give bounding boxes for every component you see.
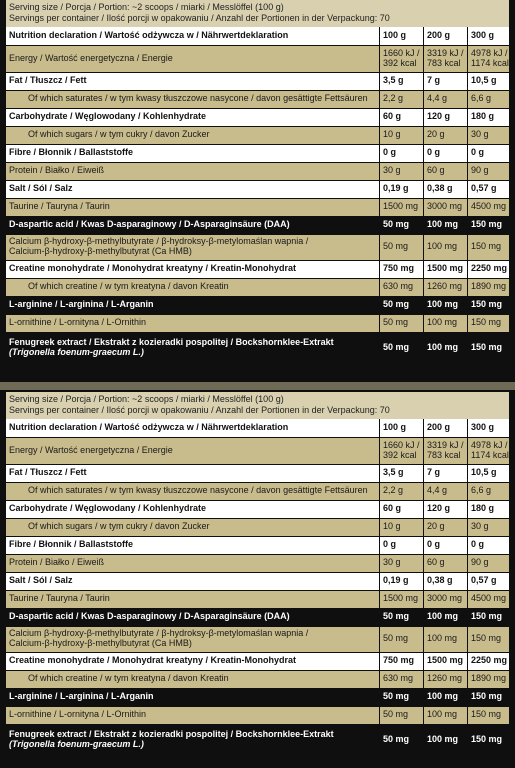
fenugreek-100g: 50 mg [380,333,424,363]
fenugreek-label: Fenugreek extract / Ekstrakt z kozieradki pospolitej / Bockshornklee-Extrakt (Trigonella foenum-graecum L.) [6,725,380,755]
row-value-300g: 90 g [471,557,489,568]
row-value-200g: 20 g [424,127,468,144]
header-300g: 300 g [471,421,495,432]
table-row [6,315,509,333]
row-value-300g: 180 g [471,111,495,122]
table-row [6,501,509,519]
energy-100g: 1660 kJ / 392 kcal [380,46,424,72]
row-value-100g: 750 mg [380,261,424,278]
row-value-300g: 150 mg [471,611,503,622]
table-row [6,73,509,91]
table-row [6,591,509,609]
row-value-200g: 100 mg [424,609,468,626]
row-value-300g: 150 mg [471,691,503,702]
row-value-100g: 0 g [380,537,424,554]
row-value-100g: 50 mg [380,217,424,234]
serving-size: Serving size / Porcja / Portion: ~2 scoops / miarki / Messlöffel (100 g) [9,2,284,12]
serving-info [6,0,509,27]
row-value-300g: 30 g [471,521,489,532]
row-label: Salt / Sól / Salz [6,573,380,590]
row-value-100g: 50 mg [380,609,424,626]
row-value-300g: 0,57 g [471,183,497,194]
row-value-200g: 60 g [424,555,468,572]
row-label: Of which creatine / w tym kreatyna / davon Kreatin [6,671,380,688]
table-row [6,127,509,145]
table-row [6,555,509,573]
row-label: Taurine / Tauryna / Taurin [6,591,380,608]
row-value-300g: 1890 mg [471,673,507,684]
row-value-100g: 0,19 g [380,181,424,198]
table-row [6,671,509,689]
row-value-200g: 3000 mg [424,591,468,608]
nutrition-panel-1 [6,0,509,364]
table-row [6,483,509,501]
calcium-100g: 50 mg [380,627,424,652]
row-value-100g: 60 g [380,109,424,126]
row-value-100g: 0,19 g [380,573,424,590]
row-value-300g: 6,6 g [471,93,492,104]
table-row [6,145,509,163]
fenugreek-200g: 100 mg [424,333,468,363]
table-row [6,297,509,315]
table-row [6,653,509,671]
row-value-200g: 120 g [424,109,468,126]
row-value-100g: 3,5 g [380,465,424,482]
row-value-300g: 90 g [471,165,489,176]
nutrition-panel-2 [6,392,509,756]
table-row [6,689,509,707]
serving-info [6,392,509,419]
row-value-200g: 1500 mg [424,653,468,670]
row-label: Fibre / Błonnik / Ballaststoffe [6,145,380,162]
row-value-200g: 0 g [424,537,468,554]
energy-row [6,438,509,465]
row-value-100g: 630 mg [380,671,424,688]
row-value-200g: 100 mg [424,315,468,332]
row-value-200g: 120 g [424,501,468,518]
calcium-300g: 150 mg [471,633,502,644]
row-value-200g: 100 mg [424,217,468,234]
row-value-300g: 180 g [471,503,495,514]
table-row [6,163,509,181]
row-value-200g: 0,38 g [424,181,468,198]
table-row [6,537,509,555]
row-value-300g: 10,5 g [471,467,497,478]
row-value-300g: 0 g [471,147,485,158]
fenugreek-300g: 150 mg [471,733,503,744]
row-label: Creatine monohydrate / Monohydrat kreatyny / Kreatin-Monohydrat [6,653,380,670]
row-value-100g: 10 g [380,519,424,536]
row-value-100g: 630 mg [380,279,424,296]
row-value-300g: 2250 mg [471,655,508,666]
calcium-100g: 50 mg [380,235,424,260]
row-label: L-arginine / L-arginina / L-Arganin [6,689,380,706]
row-label: Taurine / Tauryna / Taurin [6,199,380,216]
table-row [6,573,509,591]
serving-size: Serving size / Porcja / Portion: ~2 scoops / miarki / Messlöffel (100 g) [9,394,284,404]
row-value-200g: 20 g [424,519,468,536]
row-value-300g: 30 g [471,129,489,140]
row-value-200g: 1260 mg [424,279,468,296]
row-value-100g: 2,2 g [380,91,424,108]
row-value-100g: 30 g [380,163,424,180]
row-label: Of which saturates / w tym kwasy tłuszczowe nasycone / davon gesättigte Fettsäuren [6,483,380,500]
fenugreek-300g: 150 mg [471,341,503,352]
row-value-200g: 1260 mg [424,671,468,688]
row-value-100g: 50 mg [380,315,424,332]
energy-row [6,46,509,73]
row-value-200g: 4,4 g [424,483,468,500]
row-value-200g: 0,38 g [424,573,468,590]
energy-label: Energy / Wartość energetyczna / Energie [6,438,380,464]
row-value-100g: 30 g [380,555,424,572]
fenugreek-label: Fenugreek extract / Ekstrakt z kozieradki pospolitej / Bockshornklee-Extrakt (Trigonella foenum-graecum L.) [6,333,380,363]
table-row [6,181,509,199]
header-300g: 300 g [471,29,495,40]
table-row [6,707,509,725]
row-value-100g: 750 mg [380,653,424,670]
fenugreek-100g: 50 mg [380,725,424,755]
row-value-200g: 60 g [424,163,468,180]
row-value-200g: 100 mg [424,689,468,706]
row-value-300g: 6,6 g [471,485,492,496]
table-row [6,91,509,109]
row-value-100g: 50 mg [380,689,424,706]
header-200g: 200 g [424,27,468,45]
row-value-100g: 50 mg [380,297,424,314]
calcium-300g: 150 mg [471,241,502,252]
row-label: Fat / Tłuszcz / Fett [6,73,380,90]
row-value-300g: 0 g [471,539,485,550]
fenugreek-200g: 100 mg [424,725,468,755]
calcium-200g: 100 mg [424,627,468,652]
row-value-100g: 60 g [380,501,424,518]
row-value-100g: 2,2 g [380,483,424,500]
header-100g: 100 g [380,27,424,45]
row-value-300g: 4500 mg [471,593,507,604]
row-label: Of which saturates / w tym kwasy tłuszczowe nasycone / davon gesättigte Fettsäuren [6,91,380,108]
row-value-200g: 100 mg [424,297,468,314]
row-value-300g: 150 mg [471,317,502,328]
row-value-100g: 50 mg [380,707,424,724]
fenugreek-row [6,725,509,756]
row-value-100g: 1500 mg [380,199,424,216]
row-value-200g: 3000 mg [424,199,468,216]
energy-100g: 1660 kJ / 392 kcal [380,438,424,464]
table-row [6,609,509,627]
row-label: Of which sugars / w tym cukry / davon Zucker [6,519,380,536]
row-value-200g: 0 g [424,145,468,162]
table-row [6,199,509,217]
servings-per-container: Servings per container / Ilość porcji w opakowaniu / Anzahl der Portionen in der Verpackung: 70 [9,405,390,416]
row-value-300g: 0,57 g [471,575,497,586]
row-value-200g: 1500 mg [424,261,468,278]
row-label: D-aspartic acid / Kwas D-asparaginowy / D-Asparaginsäure (DAA) [6,217,380,234]
row-label: Carbohydrate / Węglowodany / Kohlenhydrate [6,501,380,518]
table-row [6,279,509,297]
table-row [6,217,509,235]
row-value-300g: 4500 mg [471,201,507,212]
calcium-hmb-label: Calcium β-hydroxy-β-methylbutyrate / β-hydroksy-β-metylomaślan wapnia / Calcium-β-hydroxy-β-methylbutyrat (Ca HMB) [6,627,380,652]
row-label: D-aspartic acid / Kwas D-asparaginowy / D-Asparaginsäure (DAA) [6,609,380,626]
row-value-300g: 150 mg [471,219,503,230]
row-label: Carbohydrate / Węglowodany / Kohlenhydrate [6,109,380,126]
energy-200g: 3319 kJ / 783 kcal [424,438,468,464]
servings-per-container: Servings per container / Ilość porcji w opakowaniu / Anzahl der Portionen in der Verpackung: 70 [9,13,390,24]
row-label: Protein / Białko / Eiweiß [6,555,380,572]
row-value-200g: 4,4 g [424,91,468,108]
row-label: Fat / Tłuszcz / Fett [6,465,380,482]
header-100g: 100 g [380,419,424,437]
table-row [6,519,509,537]
row-label: Protein / Białko / Eiweiß [6,163,380,180]
row-label: Fibre / Błonnik / Ballaststoffe [6,537,380,554]
table-row [6,109,509,127]
header-label: Nutrition declaration / Wartość odżywcza w / Nährwertdeklaration [6,419,380,437]
row-value-300g: 150 mg [471,299,503,310]
row-label: L-arginine / L-arginina / L-Arganin [6,297,380,314]
energy-300g: 4978 kJ / 1174 kcal [471,47,509,68]
fenugreek-row [6,333,509,364]
row-value-200g: 7 g [424,465,468,482]
header-200g: 200 g [424,419,468,437]
row-value-300g: 150 mg [471,709,502,720]
energy-200g: 3319 kJ / 783 kcal [424,46,468,72]
row-label: Creatine monohydrate / Monohydrat kreatyny / Kreatin-Monohydrat [6,261,380,278]
row-value-200g: 100 mg [424,707,468,724]
row-value-100g: 10 g [380,127,424,144]
calcium-hmb-row [6,627,509,653]
header-label: Nutrition declaration / Wartość odżywcza w / Nährwertdeklaration [6,27,380,45]
row-value-100g: 0 g [380,145,424,162]
row-value-300g: 10,5 g [471,75,497,86]
table-row [6,465,509,483]
panel-divider [0,382,515,390]
energy-label: Energy / Wartość energetyczna / Energie [6,46,380,72]
row-value-100g: 3,5 g [380,73,424,90]
energy-300g: 4978 kJ / 1174 kcal [471,439,509,460]
calcium-hmb-label: Calcium β-hydroxy-β-methylbutyrate / β-hydroksy-β-metylomaślan wapnia / Calcium-β-hydroxy-β-methylbutyrat (Ca HMB) [6,235,380,260]
row-label: Salt / Sól / Salz [6,181,380,198]
row-label: L-ornithine / L-ornityna / L-Ornithin [6,707,380,724]
row-label: Of which creatine / w tym kreatyna / davon Kreatin [6,279,380,296]
calcium-hmb-row [6,235,509,261]
row-label: Of which sugars / w tym cukry / davon Zucker [6,127,380,144]
table-header-row [6,27,509,46]
table-row [6,261,509,279]
row-value-300g: 1890 mg [471,281,507,292]
table-header-row [6,419,509,438]
calcium-200g: 100 mg [424,235,468,260]
row-label: L-ornithine / L-ornityna / L-Ornithin [6,315,380,332]
row-value-300g: 2250 mg [471,263,508,274]
row-value-100g: 1500 mg [380,591,424,608]
row-value-200g: 7 g [424,73,468,90]
